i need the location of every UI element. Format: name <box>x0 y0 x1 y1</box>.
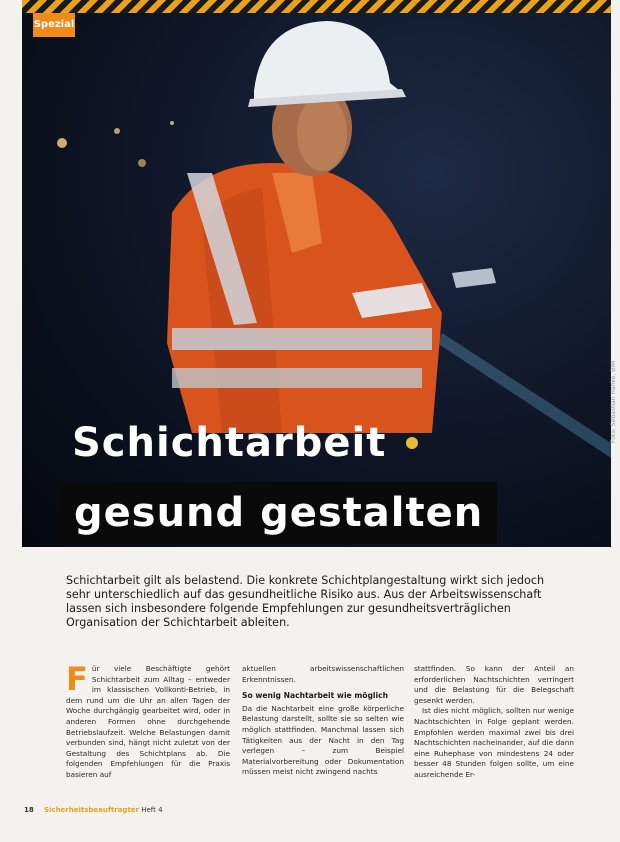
body-column-3 <box>414 664 574 781</box>
issue-label: Heft 4 <box>141 806 163 814</box>
intro-paragraph: Schichtarbeit gilt als belastend. Die konkrete Schichtplangestaltung wirkt sich jedoch sehr unterschiedlich auf das gesundheitliche Risiko aus. Aus der Arbeitswissenschaft lassen sich insbesondere folgende Empfehlungen zur gesundheitsverträglichen Organisation der Schichtarbeit ableiten. <box>66 574 545 629</box>
subheading: So wenig Nachtarbeit wie möglich <box>242 691 389 701</box>
title-line-1: Schichtarbeit <box>72 420 387 466</box>
photo-credit: Foto: Sebastian Hanke, BIM <box>610 360 617 443</box>
title-line-2: gesund gestalten <box>60 482 497 544</box>
column-2-text-a: aktuellen arbeitswissenschaftlichen Erkenntnissen. <box>242 664 404 684</box>
column-3-text-a: stattfinden. So kann der Anteil an erforderlichen Nachtschichten verringert und die Belastung für die Belegschaft gesenkt werden. <box>414 664 574 705</box>
body-column-2 <box>242 664 404 778</box>
publication-name: Sicherheitsbeauftragter <box>43 806 139 814</box>
drop-cap: F <box>66 660 88 698</box>
column-2-text-b: Da die Nachtarbeit eine große körperliche Belastung darstellt, sollte sie so selten wie möglich stattfinden. Manchmal lassen sich Tätigkeiten aus der Nacht in den Tag verlegen – zum Beispiel Materialvorbereitung oder Dokumentation müssen meist nicht zwingend nachts <box>242 703 404 777</box>
column-1-text: ür viele Beschäftigte gehört Schichtarbeit zum Alltag – entweder im klassischen Vollkonti-Betrieb, in dem rund um die Uhr an allen Tagen der Woche durchgängig gearbeitet wird, oder in anderen Formen ohne durchgehende Betriebslaufzeit. Welche Belastungen damit verbunden sind, hängt nicht zuletzt von der Gestaltung des Schichtplans ab. Die folgenden Empfehlungen für die Praxis basieren auf <box>66 664 230 779</box>
column-3-text-b: Ist dies nicht möglich, sollten nur wenige Nachtschichten in Folge geplant werden. Empfohlen werden maximal zwei bis drei Nachtschichten nacheinander, auf die dann eine Ruhephase von mindestens 24 oder besser 48 Stunden folgen sollte, um eine ausreichende Er- <box>414 706 574 779</box>
section-tag: Spezial <box>33 13 75 37</box>
body-column-1 <box>66 660 230 781</box>
top-stripe-decoration <box>22 0 611 13</box>
page-footer <box>24 806 163 814</box>
page-number: 18 <box>24 806 34 814</box>
